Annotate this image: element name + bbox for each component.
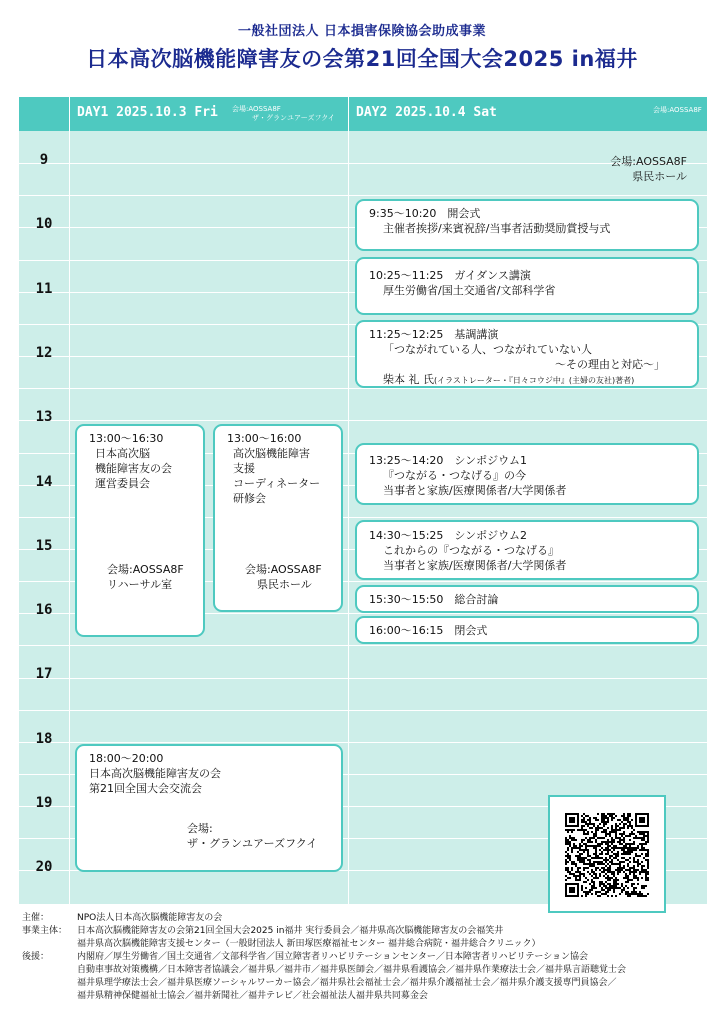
hour-label: 18 bbox=[35, 731, 53, 747]
grid-line bbox=[19, 742, 707, 743]
grid-line bbox=[19, 163, 707, 164]
footer-organizer: 主催： NPO法人日本高次脳機能障害友の会 bbox=[22, 913, 223, 923]
day1-committee-event: 13:00〜16:30 日本高次脳 機能障害友の会 運営委員会 会場:AOSSA8F リハーサル室 bbox=[75, 424, 205, 637]
grid-line bbox=[19, 195, 707, 196]
day2-opening-ceremony: 9:35〜10:20 開会式 主催者挨拶/来賓祝辞/当事者活動奨励賞授与式 bbox=[355, 199, 699, 251]
day1-label: DAY1 2025.10.3 Fri bbox=[77, 105, 218, 120]
grid-line bbox=[19, 420, 707, 421]
organizer-line: 一般社団法人 日本損害保険協会助成事業 bbox=[237, 24, 487, 39]
day2-keynote-lecture: 11:25〜12:25 基調講演 「つながれている人、つながれていない人 〜その理由と対応〜」 柴本 礼 氏(イラストレーター・『日々コウジ中』(主婦の友社)著者) bbox=[355, 320, 699, 388]
hour-label: 12 bbox=[35, 345, 53, 361]
hour-label: 19 bbox=[35, 795, 53, 811]
hour-label: 17 bbox=[35, 666, 53, 682]
hour-label: 16 bbox=[35, 602, 53, 618]
hour-label: 14 bbox=[35, 474, 53, 490]
day1-venue: 会場:AOSSA8F ザ・グランユアーズフクイ bbox=[232, 105, 335, 122]
day2-symposium-2: 14:30〜15:25 シンポジウム2 これからの『つながる・つなげる』 当事者と家族/医療関係者/大学関係者 bbox=[355, 520, 699, 580]
day1-reception-event: 18:00〜20:00 日本高次脳機能障害友の会 第21回全国大会交流会 会場: ザ・グランユアーズフクイ bbox=[75, 744, 343, 872]
keynote-speaker-note: (イラストレーター・『日々コウジ中』(主婦の友社)著者) bbox=[434, 376, 635, 385]
grid-line bbox=[19, 710, 707, 711]
hour-label: 15 bbox=[35, 538, 53, 554]
footer-project-body: 事業主体： 日本高次脳機能障害友の会第21回全国大会2025 in福井 実行委員会／福井県高次脳機能障害友の会福笑井 福井県高次脳機能障害支援センター（一般財団法人 新田塚医療福祉センター 福井総合病院・福井総合クリニック） bbox=[22, 926, 541, 949]
keynote-speaker: 柴本 礼 氏 bbox=[383, 373, 434, 386]
timetable bbox=[19, 97, 707, 904]
qr-code-pattern bbox=[565, 813, 649, 897]
day2-general-discussion: 15:30〜15:50 総合討論 bbox=[355, 585, 699, 613]
day2-hall-note: 会場:AOSSA8F 県民ホール bbox=[610, 155, 687, 183]
timetable-header bbox=[19, 97, 707, 131]
grid-line bbox=[19, 645, 707, 646]
grid-line bbox=[19, 678, 707, 679]
qr-code[interactable] bbox=[548, 795, 666, 913]
hour-label: 9 bbox=[39, 152, 49, 168]
day1-training-event: 13:00〜16:00 高次脳機能障害 支援 コーディネーター 研修会 会場:AOSSA8F 県民ホール bbox=[213, 424, 343, 612]
day2-closing-ceremony: 16:00〜16:15 閉会式 bbox=[355, 616, 699, 644]
hour-label: 13 bbox=[35, 409, 53, 425]
footer-credits bbox=[22, 912, 712, 1003]
hour-label: 11 bbox=[35, 281, 53, 297]
timetable-grid bbox=[19, 131, 707, 904]
hour-label: 10 bbox=[35, 216, 53, 232]
day2-guidance-lecture: 10:25〜11:25 ガイダンス講演 厚生労働省/国土交通省/文部科学省 bbox=[355, 257, 699, 315]
hour-label: 20 bbox=[35, 859, 53, 875]
page-header bbox=[0, 20, 724, 73]
page-title: 日本高次脳機能障害友の会第21回全国大会2025 in福井 bbox=[86, 47, 638, 71]
grid-line bbox=[19, 388, 707, 389]
footer-supporters: 後援： 内閣府／厚生労働省／国土交通省／文部科学省／国立障害者リハビリテーションセンター／日本障害者リハビリテーション協会 自動車事故対策機構／日本障害者協議会／福井県／福井市／福井県医師会／福井県看護協会／福井県作業療法士会／福井県言語聴覚士会 福井県理学療法士会／福井県医療ソーシャルワーカー協会／福井県社会福祉士会／福井県介護福祉士会／福井県介護支援専門員協会／ 福井県精神保健福祉士協会／福井新聞社／福井テレビ／社会福祉法人福井県共同募金会 bbox=[22, 952, 627, 1001]
day2-symposium-1: 13:25〜14:20 シンポジウム1 『つながる・つなげる』の今 当事者と家族/医療関係者/大学関係者 bbox=[355, 443, 699, 505]
day2-label: DAY2 2025.10.4 Sat bbox=[356, 105, 497, 120]
day2-venue: 会場:AOSSA8F bbox=[653, 106, 702, 114]
